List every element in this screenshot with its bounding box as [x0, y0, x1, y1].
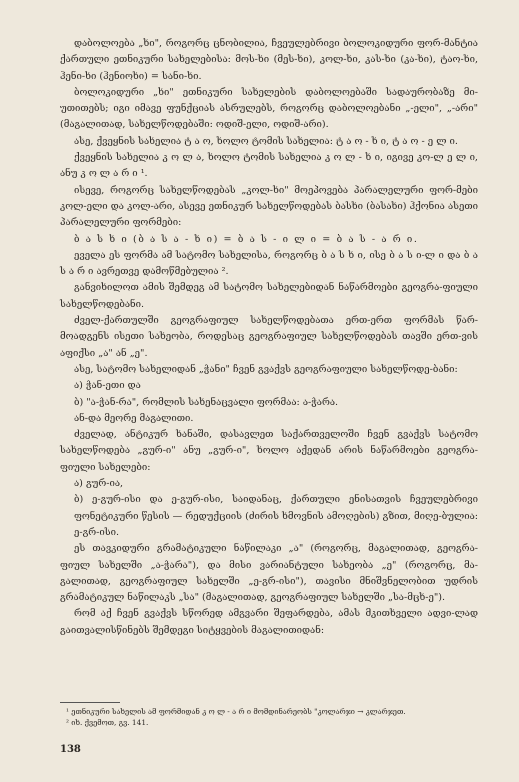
footnotes: [66, 706, 476, 728]
paragraph: განვიხილოთ ამის შემდეგ ამ სატომო სახელებიდან ნაწარმოები გეოგრა-ფიული სახელწოდებანი.: [60, 282, 478, 310]
paragraph: ძველ-ქართულში გეოგრაფიულ სახელწოდებათა ერთ-ერთ ფორმას წარ-მოადგენს ისეთი სახეობა, როდესაც გეოგრაფიულ სახელწოდებას თავში ერთ-ვის აფიქსი „ა" ან „ე".: [60, 315, 478, 359]
paragraph: ეველა ეს ფორმა ამ სატომო სახელისა, როგორც ბ ა ს ხ ი, ისე ბ ა ს ი-ლ ი და ბ ა ს ა რ ი ავრეთვე დამოწმებულია ².: [60, 249, 478, 278]
paragraph: ქვეყნის სახელია კ ო ლ ა, ხოლო ტომის სახელია კ ო ლ - ხ ი, იგივე კო-ლ ე ლ ი, ანუ კ ო ლ ა რ ი ¹.: [60, 152, 478, 180]
footnote: ² იხ. ქვემოთ, გვ. 141.: [66, 718, 149, 727]
paragraph: ეს თავკიდური გრამატიკული ნაწილაკი „ა" (როგორც, მაგალითად, გეოგრა-ფიულ სახელში „ა-ჭარა"), და მისი ვარიანტული სახეობა „ე" (როგორც, მა-გალითად, გეოგრაფიულ სახელში „ე-გრ-ისი"), თავისი მნიშვნელობით უდრის გრამატიკულ ნაწილაკს „სა" (მაგალითად, გეოგრაფიულ სახელში „სა-მცხ-ე").: [60, 543, 478, 604]
footnote: ¹ ეთნიკური სახელის ამ ფორმიდან კ ო ლ - ა რ ი მომდინარეობს "კოლარჯი → კლარჯეთ.: [66, 707, 406, 716]
paragraph: რომ აქ ჩვენ გვაქვს სწორედ ამგვარი შეფარდება, ამას მკითხველი ადვი-ლად გაითვალისწინებს შემდეგი სიტყვების მაგალითიდან:: [60, 608, 478, 636]
paragraph: ასე, ქვეყნის სახელია ტ ა ო, ხოლო ტომის სახელია: ტ ა ო - ხ ი, ტ ა ო - ე ლ ი.: [74, 135, 458, 147]
paragraph: ბ) "ა-ჭან-რა", რომლის სახენაცვალი ფორმაა: ა-ჭარა.: [74, 396, 339, 408]
footnote-divider: [60, 702, 120, 703]
paragraph: დაბოლოება „ხი", როგორც ცნობილია, ჩვეულებრივი ბოლოკიდური ფორ-მანტია ქართული ეთნიკური სახელებისა: მოს-ხი (მეს-ხი), კოლ-ხი, კას-ხი (კა-ხი), ტაო-ხი, ჰენი-ხი (ჰენიოხი) = სანი-ხი.: [60, 38, 478, 82]
paragraph: ა) ჭან-ეთი და: [74, 380, 141, 392]
paragraph: ასე, სატომო სახელიდან „ჭანი" ჩვენ გვაქვს გეოგრაფიული სახელწოდე-ბანი:: [74, 363, 458, 375]
paragraph: ბ) ე-გურ-ისი და ე-გურ-ისი, საიდანაც, ქართული ენისათვის ჩვეულებრივი ფონეტიკური წესის — რედუქციის (ძირის ხმოვნის ამოღების) გზით, მიღე-ბულია: ე-გრ-ისი.: [74, 494, 478, 538]
paragraph: ძველად, ანტიკურ ხანაში, დასავლეთ საქართველოში ჩვენ გვაქვს სატომო სახელწოდება „გურ-ი" ანუ „გურ-ი", ხოლო აქედან არის ნაწარმოები გეოგრა-ფიული სახელები:: [60, 429, 478, 473]
paragraph: ბოლოკიდური „ხი" ეთნიკური სახელების დაბოლოებაში სადაურობაზე მი-უთითებს; იგი იმავე ფუნქციას ასრულებს, როგორც დაბოლოებანი „-ელი", „-არი" (მაგალითად, სახელწოდებაში: ოდიშ-ელი, ოდიშ-არი).: [60, 86, 478, 131]
paragraph: ბ ა ს ხ ი (ბ ა ს ა - ხ ი) = ბ ა ს - ი ლ ი = ბ ა ს - ა რ ი.: [74, 233, 419, 245]
paragraph: ან-და მეორე მაგალითი.: [74, 412, 194, 424]
paragraph: ა) გურ-ია,: [74, 478, 124, 490]
paragraph: ისევე, როგორც სახელწოდებას „კოლ-ხი" მოეპოვება პარალელური ფორ-მები კოლ-ელი და კოლ-არი, ასევე ეთნიკურ სახელწოდებას ბასხი (ბასახი) ჰქონია ასეთი პარალელური ფორმები:: [60, 184, 478, 229]
body-text: [60, 36, 478, 639]
page-number: 138: [60, 744, 81, 755]
